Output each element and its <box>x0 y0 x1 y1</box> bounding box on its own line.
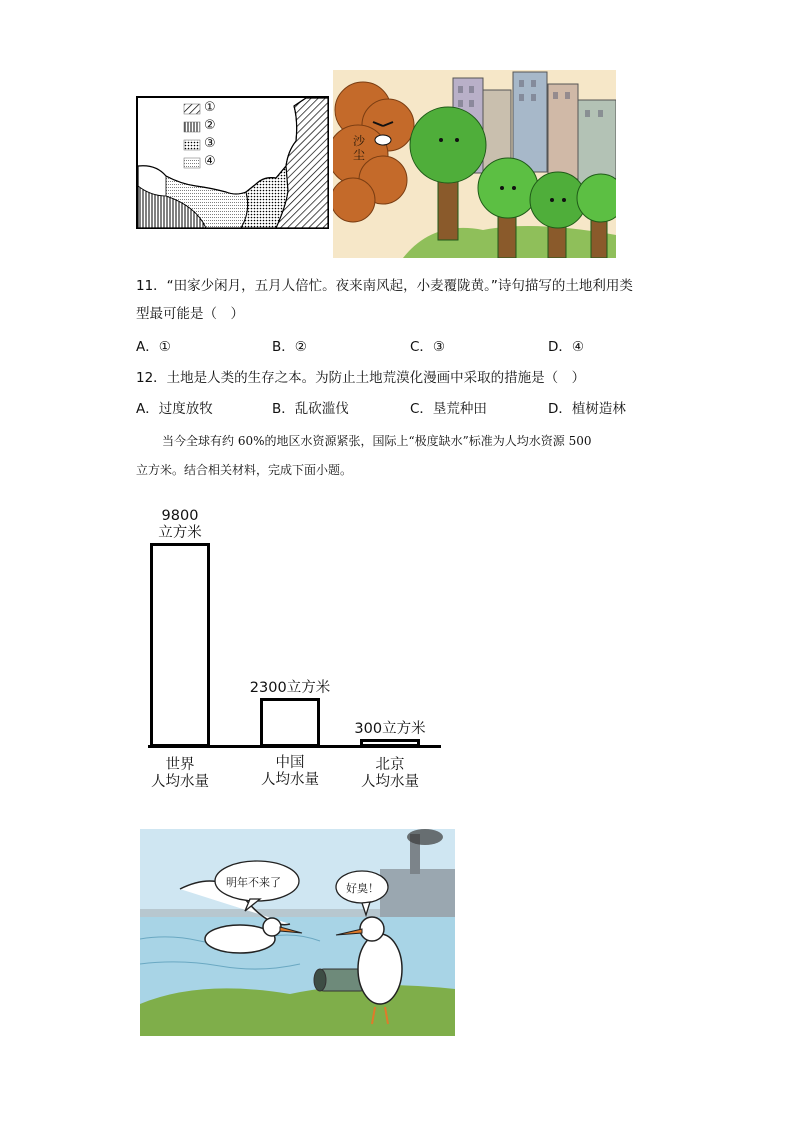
q12-stem: 12．土地是人类的生存之本。为防止土地荒漠化漫画中采取的措施是（ ） <box>136 370 586 386</box>
legend-label-3: ③ <box>204 136 216 151</box>
legend-label-4: ④ <box>204 154 216 169</box>
legend-swatch-2 <box>184 122 200 132</box>
speech-bubble-1: 明年不来了 <box>226 876 281 889</box>
category-text: 人均水量 <box>151 774 209 790</box>
passage-line2: 立方米。结合相关材料，完成下面小题。 <box>136 463 353 477</box>
land-use-map <box>136 96 329 229</box>
q11-option-b[interactable]: B．② <box>272 339 307 355</box>
passage-line1: 当今全球有约 60%的地区水资源紧张，国际上“极度缺水”标准为人均水资源 500 <box>162 434 592 448</box>
q11-stem-line1: 11．“田家少闲月，五月人倍忙。夜来南风起，小麦覆陇黄。”诗句描写的土地利用类 <box>136 278 633 294</box>
bar-value-label-1 <box>240 680 340 697</box>
legend-swatch-4 <box>184 158 200 168</box>
q11-option-c[interactable]: C．③ <box>410 339 446 355</box>
category-text: 世界 <box>165 757 195 773</box>
q12-option-d[interactable]: D．植树造林 <box>548 401 626 417</box>
cartoon-sandstorm-trees <box>333 70 616 258</box>
bar-value-text: 2300立方米 <box>249 680 331 696</box>
q11-option-a[interactable]: A．① <box>136 339 171 355</box>
legend-swatch-1 <box>184 104 200 114</box>
category-text: 人均水量 <box>361 774 419 790</box>
pollution-cartoon <box>140 829 455 1036</box>
cartoon-birds-pollution <box>140 829 455 1036</box>
bar-value-text: 9800 <box>161 508 199 524</box>
category-label-1 <box>240 755 340 789</box>
sandstorm-label: 沙尘 <box>353 134 366 162</box>
legend-label-2: ② <box>204 118 216 133</box>
legend-label-1: ① <box>204 100 216 115</box>
q12-option-b[interactable]: B．乱砍滥伐 <box>272 401 349 417</box>
category-text: 中国 <box>275 755 305 771</box>
speech-bubble-2: 好臭！ <box>346 882 379 895</box>
bar-0 <box>150 543 210 747</box>
q11-stem-line2: 型最可能是（ ） <box>136 306 244 322</box>
category-text: 人均水量 <box>261 772 319 788</box>
bar-1 <box>260 698 320 747</box>
bar-value-text: 300立方米 <box>354 721 426 737</box>
map-drawing <box>136 96 329 229</box>
bar-value-text: 立方米 <box>158 525 202 541</box>
legend-swatch-3 <box>184 140 200 150</box>
q11-option-d[interactable]: D．④ <box>548 339 584 355</box>
q12-option-c[interactable]: C．垦荒种田 <box>410 401 487 417</box>
bar-2 <box>360 739 420 747</box>
water-per-capita-chart <box>140 505 450 800</box>
bar-value-label-0 <box>130 508 230 542</box>
category-label-0 <box>130 757 230 791</box>
desertification-cartoon <box>333 70 616 258</box>
category-text: 北京 <box>375 757 405 773</box>
q12-option-a[interactable]: A．过度放牧 <box>136 401 213 417</box>
category-label-2 <box>340 757 440 791</box>
bar-value-label-2 <box>340 721 440 738</box>
